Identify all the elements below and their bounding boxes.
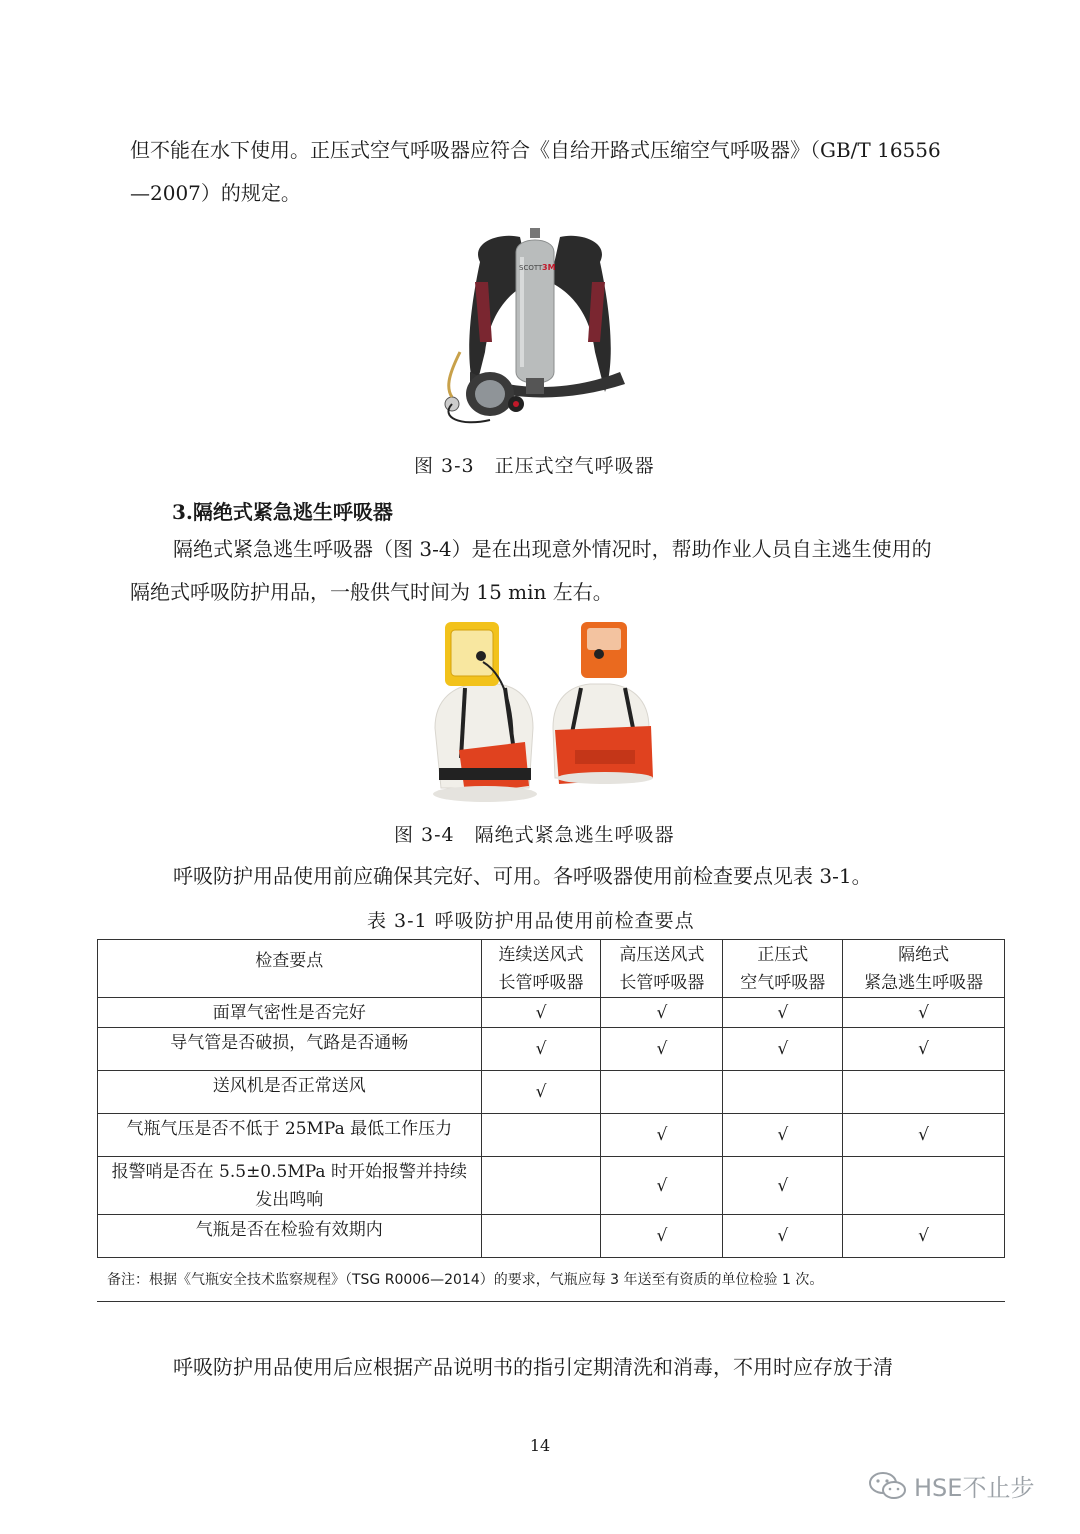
check-cell: √ xyxy=(843,1215,1005,1258)
check-cell: √ xyxy=(723,1028,843,1071)
check-cell xyxy=(481,1114,601,1157)
figure-3-3-caption: 图 3-3 正压式空气呼吸器 xyxy=(414,455,655,477)
watermark-text: HSE不止步 xyxy=(914,1474,1035,1502)
check-cell: √ xyxy=(481,998,601,1028)
3m-brand-label: 3M xyxy=(542,263,556,272)
table-row xyxy=(98,1157,1005,1215)
scba-figure xyxy=(430,222,650,432)
orange-hood-mannequin xyxy=(553,622,653,784)
paragraph-cleaning: 呼吸防护用品使用后应根据产品说明书的指引定期清洗和消毒，不用时应存放于清 xyxy=(173,1355,893,1379)
header-continuous-flow: 连续送风式 长管呼吸器 xyxy=(481,940,601,998)
check-cell: √ xyxy=(601,1215,723,1258)
wechat-icon xyxy=(868,1470,908,1502)
header-positive-pressure: 正压式 空气呼吸器 xyxy=(723,940,843,998)
escape-respirator-figure xyxy=(425,618,655,806)
face-mask xyxy=(445,352,524,422)
table-3-1-caption: 表 3-1 呼吸防护用品使用前检查要点 xyxy=(367,910,695,932)
inspection-table xyxy=(97,939,1005,1258)
table-row xyxy=(98,1071,1005,1114)
item-cell: 气瓶气压是否不低于 25MPa 最低工作压力 xyxy=(98,1114,482,1157)
check-cell xyxy=(481,1157,601,1215)
check-cell: √ xyxy=(723,998,843,1028)
check-cell: √ xyxy=(601,998,723,1028)
watermark xyxy=(868,1468,1034,1503)
paragraph-inspection-intro: 呼吸防护用品使用前应确保其完好、可用。各呼吸器使用前检查要点见表 3-1。 xyxy=(173,864,872,888)
section-heading-escape-respirator: 3.隔绝式紧急逃生呼吸器 xyxy=(172,500,393,524)
check-cell xyxy=(843,1157,1005,1215)
header-item: 检查要点 xyxy=(98,940,482,998)
page-number: 14 xyxy=(529,1436,551,1455)
check-cell: √ xyxy=(723,1114,843,1157)
check-cell: √ xyxy=(843,1114,1005,1157)
check-cell xyxy=(601,1071,723,1114)
table-row xyxy=(98,998,1005,1028)
check-cell: √ xyxy=(481,1071,601,1114)
yellow-hood-mannequin xyxy=(433,622,537,802)
table-row xyxy=(98,1114,1005,1157)
table-note: 备注：根据《气瓶安全技术监察规程》（TSG R0006—2014）的要求，气瓶应每 3 年送至有资质的单位检验 1 次。 xyxy=(97,1258,1005,1302)
item-cell: 报警哨是否在 5.5±0.5MPa 时开始报警并持续发出鸣响 xyxy=(98,1157,482,1215)
item-cell: 导气管是否破损，气路是否通畅 xyxy=(98,1028,482,1071)
check-cell: √ xyxy=(723,1157,843,1215)
check-cell xyxy=(843,1071,1005,1114)
check-cell: √ xyxy=(601,1028,723,1071)
check-cell xyxy=(723,1071,843,1114)
paragraph-escape-respirator: 隔绝式紧急逃生呼吸器（图 3-4）是在出现意外情况时，帮助作业人员自主逃生使用的隔绝式呼吸防护用品，一般供气时间为 15 min 左右。 xyxy=(130,537,932,604)
scott-brand-label: SCOTT xyxy=(519,264,543,272)
table-header-row xyxy=(98,940,1005,998)
check-cell: √ xyxy=(843,1028,1005,1071)
air-cylinder xyxy=(516,228,556,394)
item-cell: 气瓶是否在检验有效期内 xyxy=(98,1215,482,1258)
item-cell: 面罩气密性是否完好 xyxy=(98,998,482,1028)
paragraph-gbt-reference: 但不能在水下使用。正压式空气呼吸器应符合《自给开路式压缩空气呼吸器》（GB/T 16556—2007）的规定。 xyxy=(130,138,941,205)
table-row xyxy=(98,1028,1005,1071)
check-cell: √ xyxy=(843,998,1005,1028)
figure-3-4-caption: 图 3-4 隔绝式紧急逃生呼吸器 xyxy=(394,824,675,846)
check-cell: √ xyxy=(723,1215,843,1258)
check-cell: √ xyxy=(481,1028,601,1071)
check-cell: √ xyxy=(601,1114,723,1157)
check-cell xyxy=(481,1215,601,1258)
header-escape: 隔绝式 紧急逃生呼吸器 xyxy=(843,940,1005,998)
header-high-pressure: 高压送风式 长管呼吸器 xyxy=(601,940,723,998)
item-cell: 送风机是否正常送风 xyxy=(98,1071,482,1114)
check-cell: √ xyxy=(601,1157,723,1215)
table-row xyxy=(98,1215,1005,1258)
